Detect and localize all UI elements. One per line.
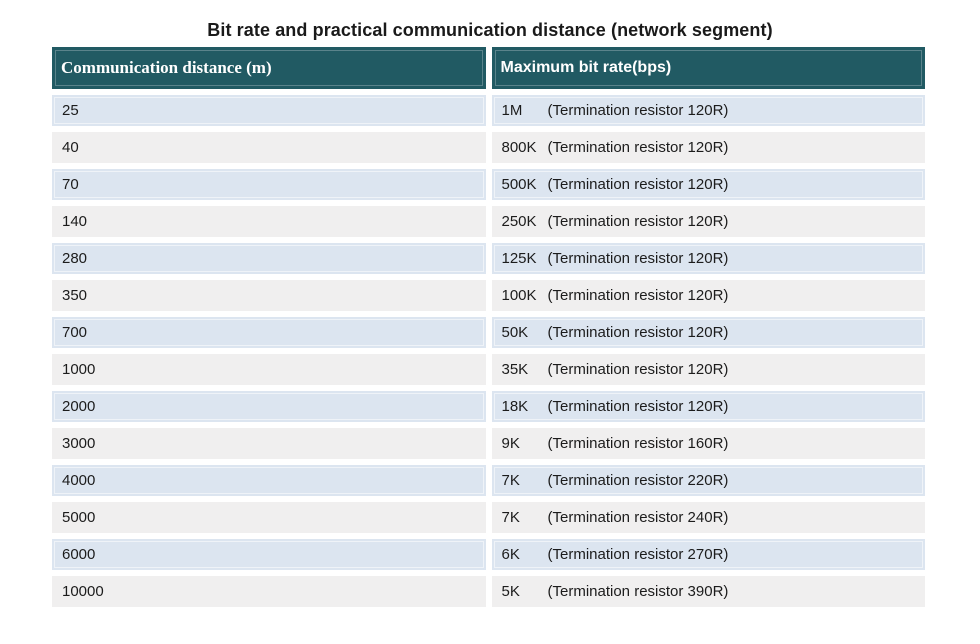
rate-note: (Termination resistor 120R): [547, 139, 729, 156]
distance-cell: 1000: [52, 354, 486, 385]
rate-cell: [492, 132, 926, 163]
distance-cell: 70: [52, 169, 486, 200]
rate-cell: [492, 465, 926, 496]
rate-cell: [492, 243, 926, 274]
distance-cell: 25: [52, 95, 486, 126]
rate-note: (Termination resistor 120R): [547, 361, 729, 378]
header-cell-distance: Communication distance (m): [52, 47, 486, 89]
page-title: Bit rate and practical communication distance (network segment): [207, 20, 773, 40]
data-table: [52, 47, 925, 607]
rate-note: (Termination resistor 120R): [547, 102, 729, 119]
rate-note: (Termination resistor 120R): [547, 287, 729, 304]
rate-value: 1M: [501, 102, 523, 119]
rate-cell: [492, 391, 926, 422]
rate-note: (Termination resistor 120R): [547, 398, 729, 415]
rate-cell: [492, 95, 926, 126]
rate-value: 18K: [501, 398, 529, 415]
rate-cell: [492, 169, 926, 200]
rate-cell: [492, 428, 926, 459]
rate-value: 5K: [501, 583, 520, 600]
rate-value: 50K: [501, 324, 529, 341]
rate-note: (Termination resistor 120R): [547, 176, 729, 193]
rate-note: (Termination resistor 120R): [547, 324, 729, 341]
header-cell-bitrate: Maximum bit rate(bps): [492, 47, 926, 89]
rate-value: 7K: [501, 472, 520, 489]
distance-cell: 140: [52, 206, 486, 237]
rate-note: (Termination resistor 160R): [547, 435, 729, 452]
distance-cell: 3000: [52, 428, 486, 459]
rate-value: 100K: [501, 287, 537, 304]
rate-value: 7K: [501, 509, 520, 526]
rate-cell: [492, 539, 926, 570]
rate-note: (Termination resistor 270R): [547, 546, 729, 563]
rate-value: 800K: [501, 139, 537, 156]
distance-cell: 280: [52, 243, 486, 274]
rate-cell: [492, 354, 926, 385]
rate-cell: [492, 280, 926, 311]
rate-note: (Termination resistor 220R): [547, 472, 729, 489]
distance-cell: 10000: [52, 576, 486, 607]
rate-note: (Termination resistor 120R): [547, 213, 729, 230]
distance-cell: 6000: [52, 539, 486, 570]
rate-note: (Termination resistor 390R): [547, 583, 729, 600]
rate-note: (Termination resistor 120R): [547, 250, 729, 267]
distance-cell: 350: [52, 280, 486, 311]
rate-value: 125K: [501, 250, 537, 267]
distance-cell: 700: [52, 317, 486, 348]
rate-value: 500K: [501, 176, 537, 193]
distance-cell: 2000: [52, 391, 486, 422]
rate-value: 250K: [501, 213, 537, 230]
distance-cell: 4000: [52, 465, 486, 496]
rate-value: 6K: [501, 546, 520, 563]
rate-note: (Termination resistor 240R): [547, 509, 729, 526]
rate-cell: [492, 502, 926, 533]
distance-cell: 5000: [52, 502, 486, 533]
distance-cell: 40: [52, 132, 486, 163]
rate-value: 35K: [501, 361, 529, 378]
rate-cell: [492, 206, 926, 237]
rate-value: 9K: [501, 435, 520, 452]
rate-cell: [492, 317, 926, 348]
rate-cell: [492, 576, 926, 607]
